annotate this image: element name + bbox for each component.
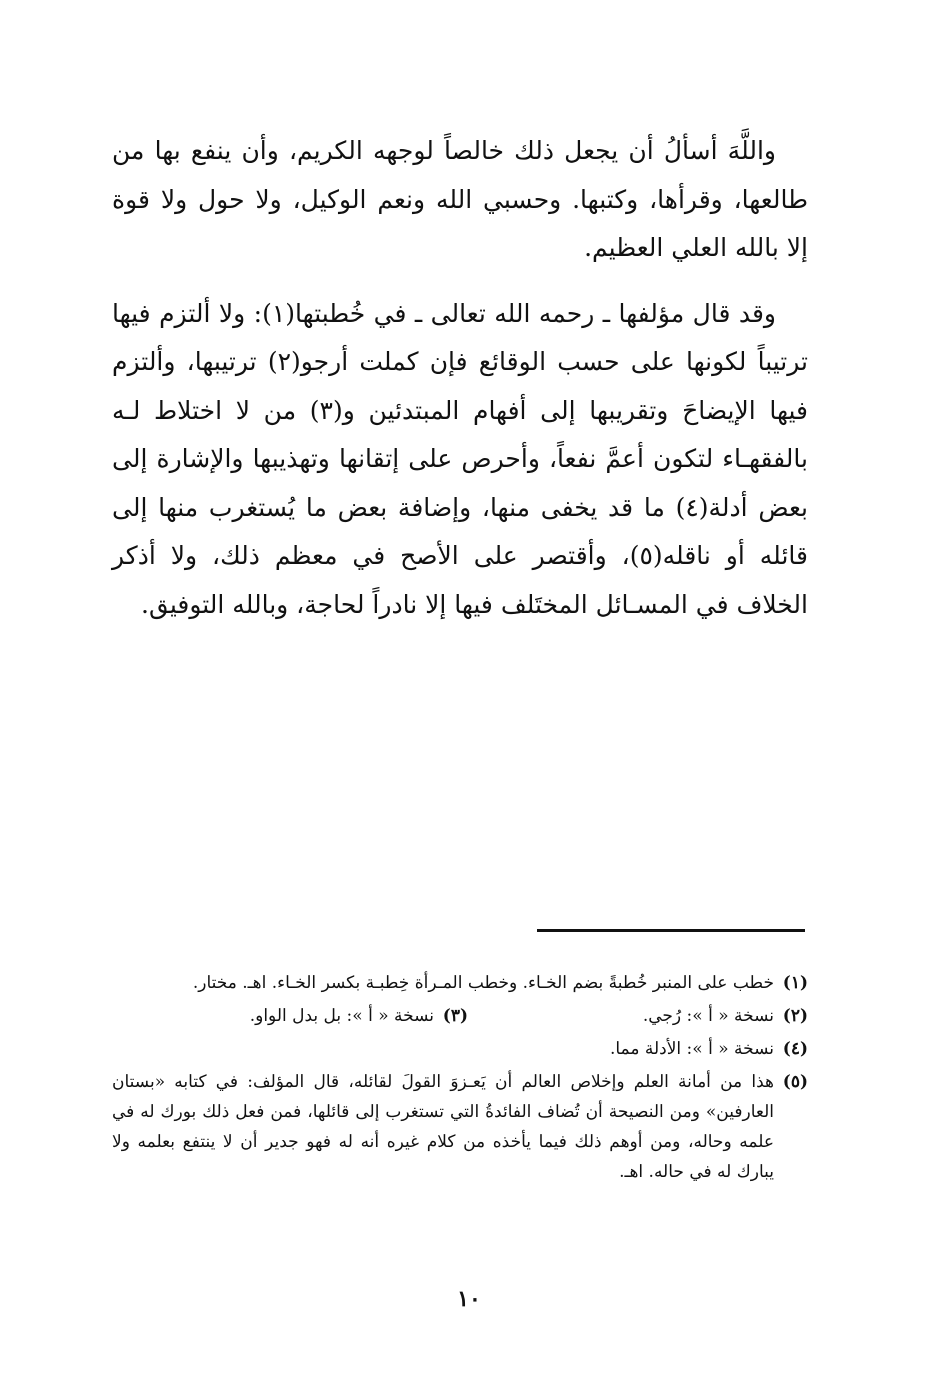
footnote-divider — [537, 929, 805, 932]
footnote-3 — [128, 1001, 468, 1031]
main-text-block — [112, 127, 808, 629]
footnote-text: نسخة « أ »: رُجي. — [642, 1006, 774, 1026]
footnote-number: (٥) — [782, 1072, 808, 1092]
footnotes-section — [112, 968, 808, 1190]
footnote-number: (٣) — [442, 1006, 468, 1026]
footnote-row-2-3 — [112, 1001, 808, 1031]
footnote-text: خطب على المنبر خُطبةً بضم الخـاء. وخطب المـرأة خِطبـة بكسر الخـاء. اهـ. مختار. — [192, 973, 774, 993]
footnote-4 — [112, 1034, 808, 1064]
footnote-text: نسخة « أ »: بل بدل الواو. — [249, 1006, 434, 1026]
footnote-2 — [468, 1001, 808, 1031]
paragraph-author-quote: وقد قال مؤلفها ـ رحمه الله تعالى ـ في خُطبتها(١): ولا ألتزم فيها ترتيباً لكونها على حسب الوقائع فإن كملت أرجو(٢) ترتيبها، وألتزم فيها الإيضاحَ وتقريبها إلى أفهام المبتدئين و(٣) من لا اختلاط لـه بالفقهـاء لتكون أعمَّ نفعاً، وأحرص على إتقانها وتهذيبها والإشارة إلى بعض أدلة(٤) ما قد يخفى منها، وإضافة بعض ما يُستغرب منها إلى قائله أو ناقله(٥)، وأقتصر على الأصح في معظم ذلك، ولا أذكر الخلاف في المسـائل المختَلف فيها إلا نادراً لحاجة، وبالله التوفيق. — [112, 298, 809, 619]
footnote-number: (٤) — [782, 1039, 808, 1059]
footnote-5 — [112, 1067, 808, 1187]
footnote-1 — [112, 968, 808, 998]
page-number: ١٠ — [457, 1286, 481, 1312]
footnote-text: نسخة « أ »: الأدلة مما. — [609, 1039, 774, 1059]
footnote-number: (٢) — [782, 1006, 808, 1026]
footnote-number: (١) — [782, 973, 808, 993]
footnote-text: هذا من أمانة العلم وإخلاص العالم أن يَعـزوَ القولَ لقائله، قال المؤلف: في كتابه «بستان العارفين» ومن النصيحة أن تُضاف الفائدةُ التي تستغرب إلى قائلها، فمن فعل ذلك بورك له في علمه وحاله، ومن أوهم ذلك فيما يأخذه من كلام غيره أنه له فهو جدير أن لا ينتفع بعلمه ولا يبارك له في حاله. اهـ. — [112, 1072, 774, 1182]
paragraph-closing-prayer: واللَّهَ أسألُ أن يجعل ذلك خالصاً لوجهه الكريم، وأن ينفع بها من طالعها، وقرأها، وكتبها. وحسبي الله ونعم الوكيل، ولا حول ولا قوة إلا بالله العلي العظيم. — [112, 136, 808, 262]
